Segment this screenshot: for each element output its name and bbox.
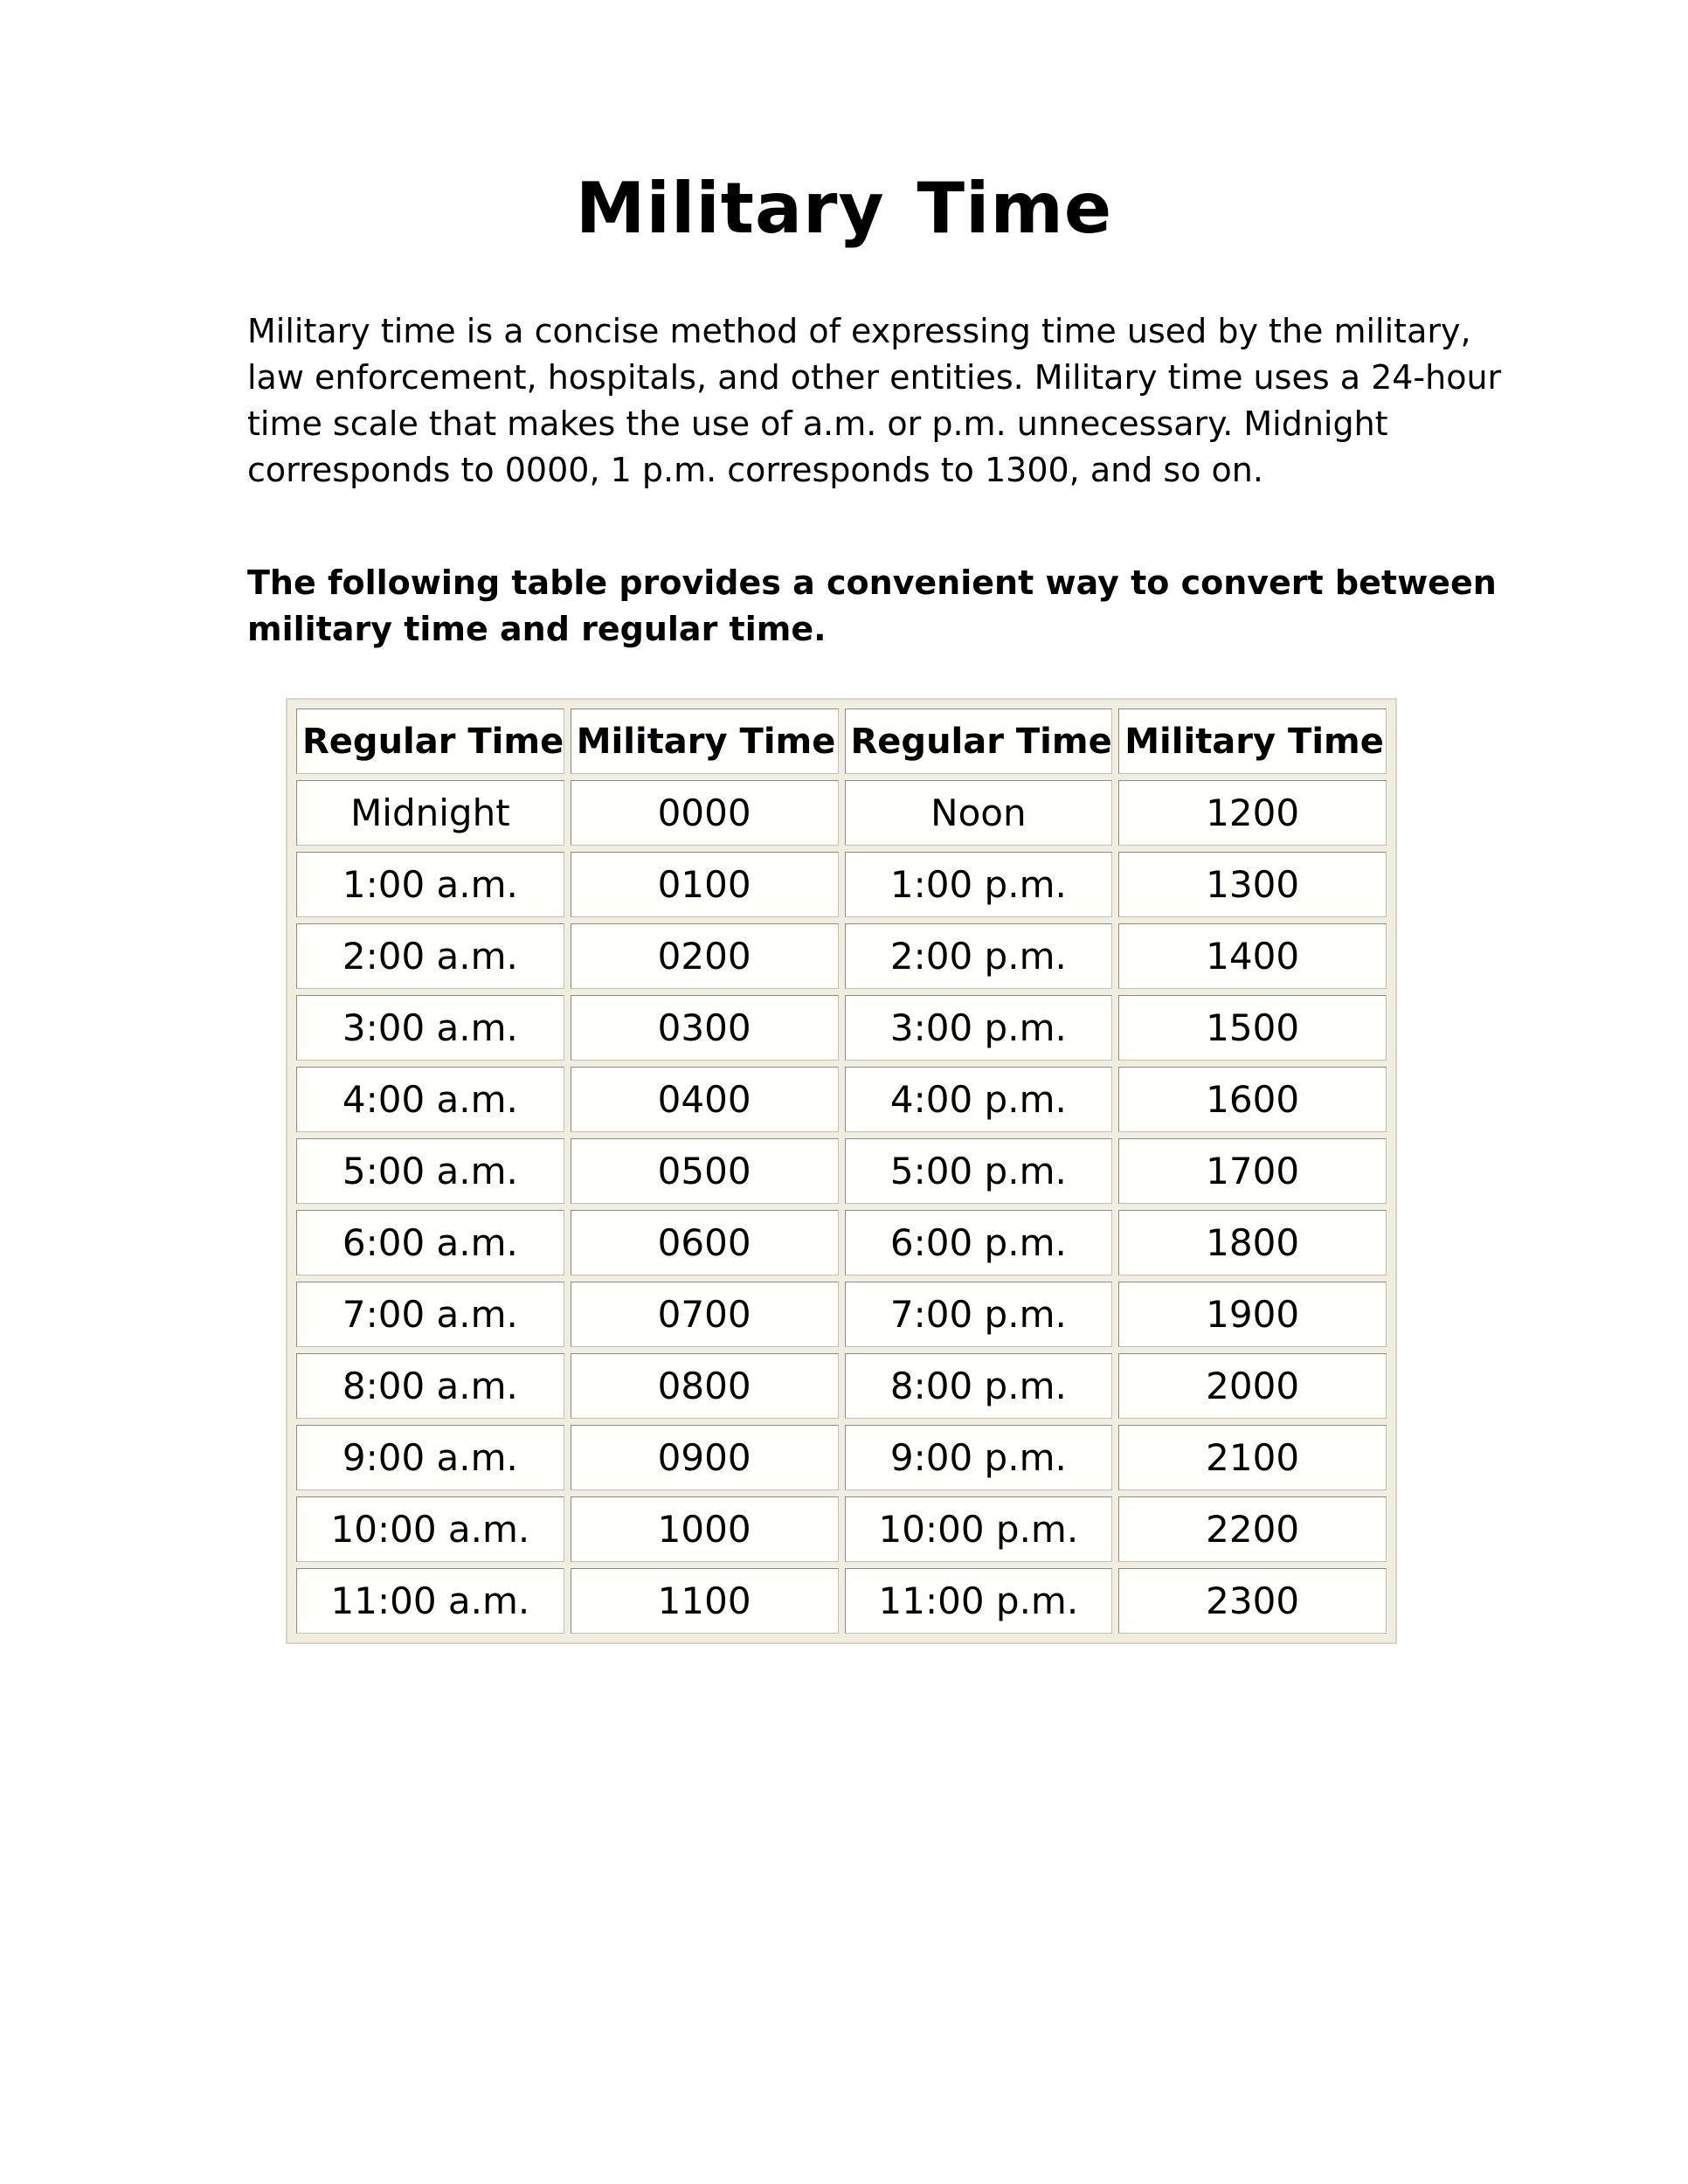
table-cell: 0200 [571, 923, 839, 989]
table-cell: 1300 [1118, 852, 1387, 917]
table-cell: 1800 [1118, 1210, 1387, 1275]
table-cell: 1700 [1118, 1138, 1387, 1204]
table-row [296, 1568, 1387, 1634]
table-row [296, 1210, 1387, 1275]
table-cell: 2:00 a.m. [296, 923, 564, 989]
table-row [296, 1067, 1387, 1132]
table-cell: 3:00 p.m. [845, 995, 1113, 1061]
table-cell: 3:00 a.m. [296, 995, 564, 1061]
table-cell: 4:00 a.m. [296, 1067, 564, 1132]
table-cell: 8:00 p.m. [845, 1353, 1113, 1419]
table-cell: 2000 [1118, 1353, 1387, 1419]
table-cell: 1500 [1118, 995, 1387, 1061]
table-cell: 1900 [1118, 1282, 1387, 1347]
table-cell: 0700 [571, 1282, 839, 1347]
table-cell: 0900 [571, 1425, 839, 1490]
table-cell: 0500 [571, 1138, 839, 1204]
table-cell: 1200 [1118, 780, 1387, 846]
text-line: The following table provides a convenient way to convert between [247, 563, 1497, 602]
column-header: Regular Time [296, 708, 564, 774]
table-cell: 6:00 p.m. [845, 1210, 1113, 1275]
table-cell: 4:00 p.m. [845, 1067, 1113, 1132]
table-cell: 0800 [571, 1353, 839, 1419]
table-cell: 2100 [1118, 1425, 1387, 1490]
table-row [296, 1353, 1387, 1419]
table-cell: 10:00 a.m. [296, 1496, 564, 1562]
table-cell: 0600 [571, 1210, 839, 1275]
conversion-table [290, 702, 1393, 1640]
table-cell: 1000 [571, 1496, 839, 1562]
table-cell: 0300 [571, 995, 839, 1061]
table-cell: Midnight [296, 780, 564, 846]
text-line: time scale that makes the use of a.m. or p.m. unnecessary. Midnight [247, 404, 1388, 443]
table-row [296, 1282, 1387, 1347]
table-cell: 1:00 a.m. [296, 852, 564, 917]
table-cell: 1:00 p.m. [845, 852, 1113, 917]
table-cell: 0400 [571, 1067, 839, 1132]
table-cell: 5:00 p.m. [845, 1138, 1113, 1204]
table-cell: 2300 [1118, 1568, 1387, 1634]
table-cell: 9:00 a.m. [296, 1425, 564, 1490]
text-line: Military time is a concise method of expressing time used by the military, [247, 312, 1471, 350]
text-line: law enforcement, hospitals, and other entities. Military time uses a 24-hour [247, 358, 1502, 397]
table-cell: 7:00 p.m. [845, 1282, 1113, 1347]
table-row [296, 1138, 1387, 1204]
table-cell: 8:00 a.m. [296, 1353, 564, 1419]
text-line: corresponds to 0000, 1 p.m. corresponds to 1300, and so on. [247, 451, 1263, 489]
conversion-table-frame [286, 698, 1397, 1644]
table-row [296, 852, 1387, 917]
table-cell: 6:00 a.m. [296, 1210, 564, 1275]
table-cell: 11:00 a.m. [296, 1568, 564, 1634]
table-row [296, 1496, 1387, 1562]
table-cell: Noon [845, 780, 1113, 846]
table-cell: 10:00 p.m. [845, 1496, 1113, 1562]
table-cell: 11:00 p.m. [845, 1568, 1113, 1634]
table-cell: 2200 [1118, 1496, 1387, 1562]
text-line: military time and regular time. [247, 610, 827, 648]
column-header: Military Time [1118, 708, 1387, 774]
table-cell: 0100 [571, 852, 839, 917]
lead-paragraph [247, 560, 1583, 653]
table-cell: 5:00 a.m. [296, 1138, 564, 1204]
table-cell: 2:00 p.m. [845, 923, 1113, 989]
table-cell: 1600 [1118, 1067, 1387, 1132]
table-row [296, 1425, 1387, 1490]
page-title: Military Time [575, 168, 1113, 249]
table-cell: 1400 [1118, 923, 1387, 989]
column-header: Regular Time [845, 708, 1113, 774]
table-row [296, 780, 1387, 846]
intro-paragraph [247, 308, 1583, 494]
column-header: Military Time [571, 708, 839, 774]
header-row [296, 708, 1387, 774]
table-cell: 1100 [571, 1568, 839, 1634]
table-cell: 7:00 a.m. [296, 1282, 564, 1347]
table-row [296, 995, 1387, 1061]
table-cell: 9:00 p.m. [845, 1425, 1113, 1490]
table-row [296, 923, 1387, 989]
table-cell: 0000 [571, 780, 839, 846]
